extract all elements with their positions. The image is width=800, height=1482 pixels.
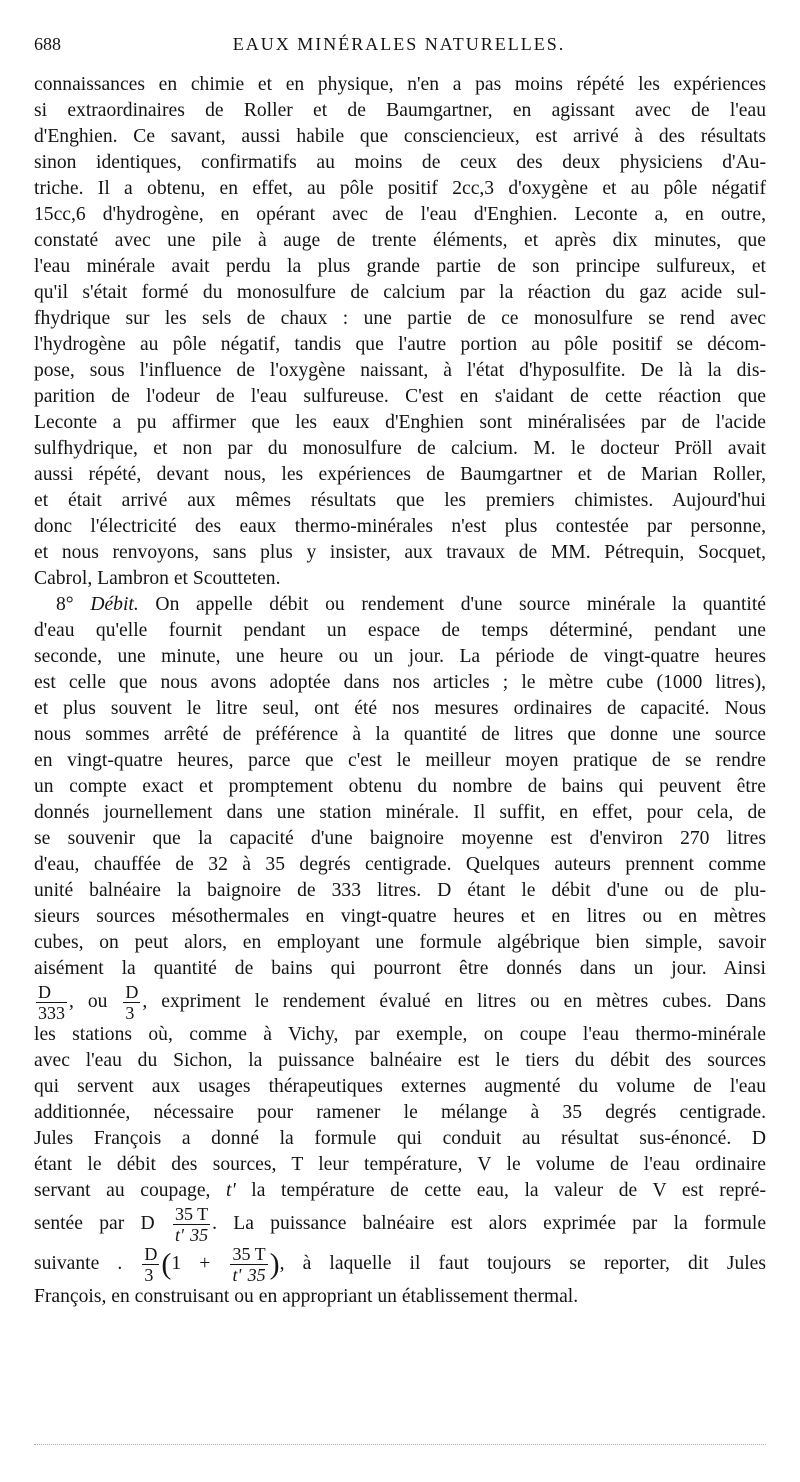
fraction-d-333: $\frac{D}{333}$	[38, 982, 65, 1023]
formula-line-1: sentée par D $\frac{35 T}{t' 35}$ . La puissance balnéaire est alors exprimée par la formule	[34, 1204, 767, 1245]
fraction-d-3b: $\frac{D}{3}$	[144, 1244, 158, 1285]
text-line: qu'il s'était formé du monosulfure de calcium par la réaction du gaz acide sul-	[34, 282, 766, 303]
bottom-dotted-rule	[34, 1444, 766, 1447]
text-line	[34, 592, 766, 618]
paragraph-2-lines	[34, 618, 766, 982]
text-line: additionnée, nécessaire pour ramener le mélange à 35 degrés centigrade.	[34, 1102, 766, 1123]
text-line: un compte exact et promptement obtenu du nombre de bains qui peuvent être	[34, 776, 766, 797]
text-line: constaté avec une pile à auge de trente éléments, et après dix minutes, que	[34, 230, 766, 251]
text-line: Jules François a donné la formule qui conduit au résultat sus-énoncé. D	[34, 1128, 766, 1149]
text-line: est celle que nous avons adoptée dans nos articles ; le mètre cube (1000 litres),	[34, 672, 766, 693]
text-line: donnés journellement dans une station minérale. Il suffit, en effet, pour cela, de	[34, 802, 766, 823]
text-line: et nous renvoyons, sans plus y insister, aux travaux de MM. Pétrequin, Socquet,	[34, 542, 766, 563]
text-line: les stations où, comme à Vichy, par exemple, on coupe l'eau thermo-minérale	[34, 1024, 766, 1045]
page-number: 688	[34, 34, 61, 54]
fraction-d-3: $\frac{D}{3}$	[125, 982, 139, 1023]
text-line: donc l'électricité des eaux thermo-minérales n'est plus contestée par personne,	[34, 516, 766, 537]
text-line: aisément la quantité de bains qui pourront être donnés dans un jour. Ainsi	[34, 958, 766, 979]
text-line: unité balnéaire la baignoire de 333 litres. D étant le débit d'une ou de plu-	[34, 880, 766, 901]
text-line: Leconte a pu affirmer que les eaux d'Enghien sont minéralisées par de l'acide	[34, 412, 766, 433]
text-line: 15cc,6 d'hydrogène, en opérant avec de l'eau d'Enghien. Leconte a, en outre,	[34, 204, 766, 225]
text-line: d'Enghien. Ce savant, aussi habile que consciencieux, est arrivé à des résultats	[34, 126, 766, 147]
text-line: servant au coupage, t' la température de cette eau, la valeur de V est repré-	[34, 1180, 766, 1201]
paragraph-1	[34, 72, 766, 592]
paragraph-2-lines-2	[34, 1022, 766, 1178]
running-title: EAUX MINÉRALES NATURELLES.	[232, 34, 566, 54]
text-line: fhydrique sur les sels de chaux : une partie de ce monosulfure se rend avec	[34, 308, 766, 329]
text-line: et était arrivé aux mêmes résultats que les premiers chimistes. Aujourd'hui	[34, 490, 766, 511]
text-line: en vingt-quatre heures, parce que c'est le meilleur moyen pratique de se rendre	[34, 750, 766, 771]
text-line: d'eau, chauffée de 32 à 35 degrés centigrade. Quelques auteurs prennent comme	[34, 854, 766, 875]
line-text: On appelle débit ou rendement d'une source minérale la quantité	[155, 594, 766, 615]
text-line: Cabrol, Lambron et Scoutteten.	[34, 568, 281, 589]
text-line: l'eau minérale avait perdu la plus grande partie de son principe sulfureux, et	[34, 256, 766, 277]
text-line: nous sommes arrêté de préférence à la quantité de litres que donne une source	[34, 724, 766, 745]
text-line-fractions: $\frac{D}{333}$ , ou $\frac{D}{3}$ , expriment le rendement évalué en litres ou en mètres cubes. Dans	[38, 982, 766, 1023]
text-line: parition de l'odeur de l'eau sulfureuse. C'est en s'aidant de cette réaction que	[34, 386, 766, 407]
text-line: avec l'eau du Sichon, la puissance balnéaire est le tiers du débit des sources	[34, 1050, 766, 1071]
text-line: connaissances en chimie et en physique, n'en a pas moins répété les expériences	[34, 74, 766, 95]
formula-line-2: suivante . $\frac{D}{3}$ (1 + $\frac{35 T}{t' 35}$ ), à laquelle il faut toujours se reporter, dit Jules	[34, 1244, 767, 1285]
text-line: d'eau qu'elle fournit pendant un espace de temps déterminé, pendant une	[34, 620, 766, 641]
text-line: sieurs sources mésothermales en vingt-quatre heures et en litres ou en mètres	[34, 906, 766, 927]
text-line: l'hydrogène au pôle négatif, tandis que l'autre portion au pôle positif se décom-	[34, 334, 766, 355]
text-line: François, en construisant ou en appropriant un établissement thermal.	[34, 1286, 579, 1307]
page-header	[34, 34, 764, 56]
fraction-35t-b: $\frac{35 T}{t' 35}$	[232, 1244, 266, 1285]
body-text	[34, 72, 766, 1310]
section-title: Débit.	[90, 594, 139, 615]
text-line: qui servent aux usages thérapeutiques externes augmenté du volume de l'eau	[34, 1076, 766, 1097]
text-line: seconde, une minute, une heure ou un jour. La période de vingt-quatre heures	[34, 646, 766, 667]
text-line: se souvenir que la capacité d'une baignoire moyenne est d'environ 270 litres	[34, 828, 766, 849]
text-line: étant le débit des sources, T leur température, V le volume de l'eau ordinaire	[34, 1154, 766, 1175]
fraction-35t: $\frac{35 T}{t' 35}$	[174, 1204, 209, 1245]
open-paren: (	[161, 1247, 172, 1281]
section-number: 8°	[56, 594, 74, 615]
paragraph-2	[34, 592, 766, 1310]
text-line: sinon identiques, confirmatifs au moins de ceux des deux physiciens d'Au-	[34, 152, 766, 173]
text-line: aussi répété, devant nous, les expériences de Baumgartner et de Marian Roller,	[34, 464, 766, 485]
text-line: si extraordinaires de Roller et de Baumgartner, en agissant avec de l'eau	[34, 100, 766, 121]
text-line: triche. Il a obtenu, en effet, au pôle positif 2cc,3 d'oxygène et au pôle négatif	[34, 178, 766, 199]
text-line: sulfhydrique, et non par du monosulfure de calcium. M. le docteur Pröll avait	[34, 438, 766, 459]
close-paren: )	[269, 1247, 280, 1281]
text-line: et plus souvent le litre seul, ont été nos mesures ordinaires de capacité. Nous	[34, 698, 766, 719]
text-line: pose, sous l'influence de l'oxygène naissant, à l'état d'hyposulfite. De là la dis-	[34, 360, 766, 381]
text-line: cubes, on peut alors, en employant une formule algébrique bien simple, savoir	[34, 932, 766, 953]
